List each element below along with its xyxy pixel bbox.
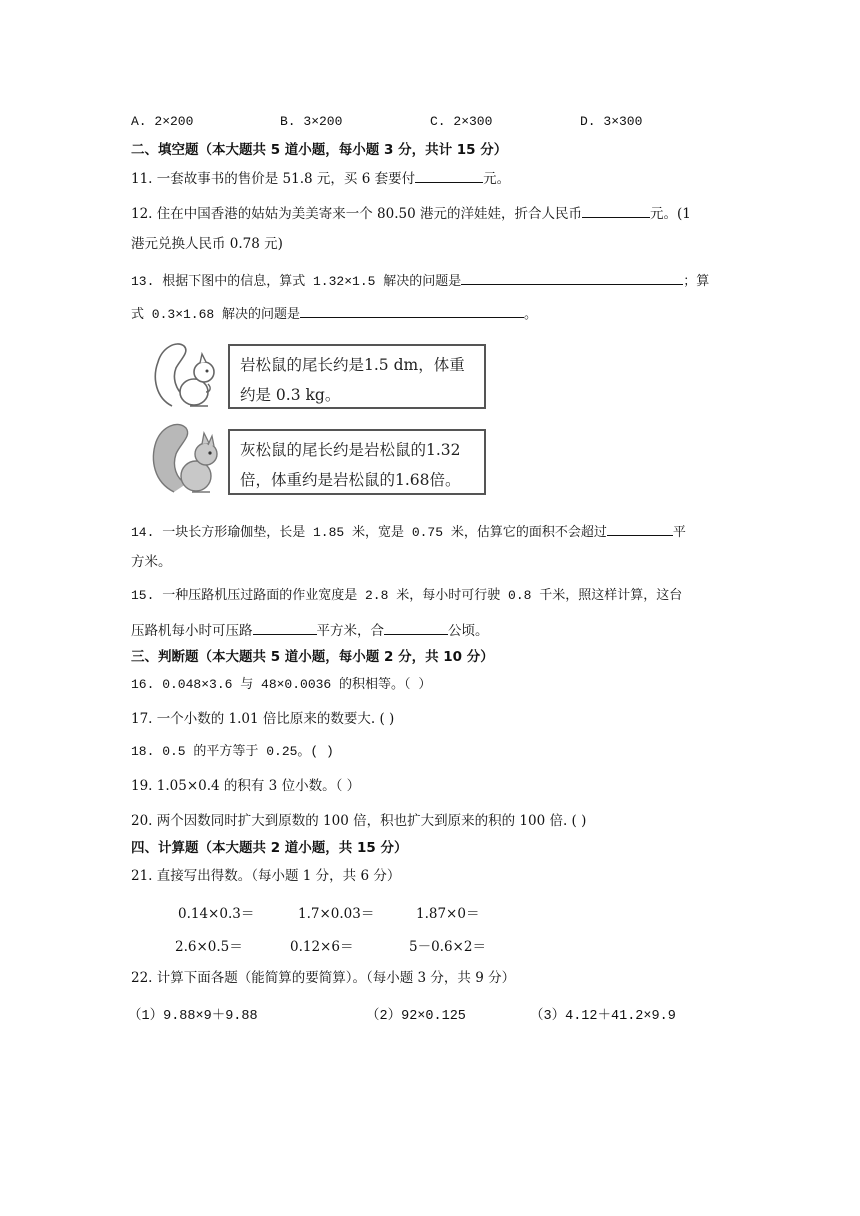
q14-tail: 平 — [672, 525, 686, 540]
q13-text: 13. 根据下图中的信息，算式 1.32×1.5 解决的问题是 — [131, 274, 462, 289]
answer-blank[interactable] — [582, 203, 650, 218]
answer-blank[interactable] — [384, 620, 448, 635]
calc-problem: （3）4.12＋41.2×9.9 — [530, 1009, 676, 1024]
q13-line2-tail: 。 — [524, 307, 538, 322]
question-14-line2: 方米。 — [131, 554, 172, 570]
question-22: 22. 计算下面各题（能简算的要简算）。（每小题 3 分，共 9 分） — [131, 970, 516, 986]
gray-squirrel-illustration — [150, 418, 222, 498]
calc-item: 1.7×0.03＝ — [298, 906, 375, 922]
q15-text-a: 压路机每小时可压路 — [131, 623, 253, 639]
q11-text: 11. 一套故事书的售价是 51.8 元，买 6 套要付 — [131, 171, 416, 187]
calc-item: 0.12×6＝ — [290, 939, 354, 955]
option-c: C. 2×300 — [430, 114, 493, 129]
calc-item: 5－0.6×2＝ — [409, 939, 486, 955]
section-fill-in-heading: 二、填空题（本大题共 5 道小题，每小题 3 分，共计 15 分） — [131, 142, 508, 158]
question-21: 21. 直接写出得数。（每小题 1 分，共 6 分） — [131, 868, 401, 884]
answer-blank[interactable] — [300, 303, 524, 318]
option-a: A. 2×200 — [131, 114, 194, 129]
calc-item: 0.14×0.3＝ — [178, 906, 255, 922]
calc-item: 2.6×0.5＝ — [175, 939, 243, 955]
q12-unit: 元。(1 — [650, 206, 691, 222]
q13-tail: ；算 — [683, 274, 710, 289]
question-16: 16. 0.048×3.6 与 48×0.0036 的积相等。（ ） — [131, 677, 432, 692]
question-13 — [131, 270, 709, 291]
q11-unit: 元。 — [483, 171, 511, 187]
answer-blank[interactable] — [607, 521, 673, 536]
question-15: 15. 一种压路机压过路面的作业宽度是 2.8 米，每小时可行驶 0.8 千米，照这样计算，这台 — [131, 588, 683, 603]
option-d: D. 3×300 — [580, 114, 643, 129]
question-17: 17. 一个小数的 1.01 倍比原来的数要大. ( ) — [131, 711, 395, 727]
q13-line2-text: 式 0.3×1.68 解决的问题是 — [131, 307, 301, 322]
question-12 — [131, 203, 691, 223]
question-13-line2 — [131, 303, 537, 324]
question-11 — [131, 168, 510, 188]
question-12-line2: 港元兑换人民币 0.78 元) — [131, 236, 283, 252]
q15-text-c: 公顷。 — [448, 623, 489, 639]
section-calculation-heading: 四、计算题（本大题共 2 道小题，共 15 分） — [131, 840, 408, 856]
question-18: 18. 0.5 的平方等于 0.25。( ) — [131, 744, 334, 759]
answer-blank[interactable] — [461, 270, 683, 285]
gray-squirrel-info-box: 灰松鼠的尾长约是岩松鼠的1.32倍，体重约是岩松鼠的1.68倍。 — [228, 429, 486, 495]
calc-item: 1.87×0＝ — [416, 906, 480, 922]
question-15-line2 — [131, 620, 489, 640]
question-20: 20. 两个因数同时扩大到原数的 100 倍，积也扩大到原来的积的 100 倍. ( ) — [131, 813, 587, 829]
answer-blank[interactable] — [415, 168, 483, 183]
calc-problem: （1）9.88×9＋9.88 — [128, 1009, 258, 1024]
answer-blank[interactable] — [253, 620, 317, 635]
q14-text: 14. 一块长方形瑜伽垫，长是 1.85 米，宽是 0.75 米，估算它的面积不会超过 — [131, 525, 607, 540]
calc-problem: （2）92×0.125 — [366, 1009, 466, 1024]
question-14 — [131, 521, 686, 542]
option-b: B. 3×200 — [280, 114, 343, 129]
rock-squirrel-info-box: 岩松鼠的尾长约是1.5 dm，体重约是 0.3 kg。 — [228, 344, 486, 409]
q12-text: 12. 住在中国香港的姑姑为美美寄来一个 80.50 港元的洋娃娃，折合人民币 — [131, 206, 582, 222]
question-19: 19. 1.05×0.4 的积有 3 位小数。（ ） — [131, 778, 361, 794]
q15-text-b: 平方米，合 — [316, 623, 384, 639]
rock-squirrel-illustration — [150, 338, 222, 412]
section-judgment-heading: 三、判断题（本大题共 5 道小题，每小题 2 分，共 10 分） — [131, 649, 494, 665]
